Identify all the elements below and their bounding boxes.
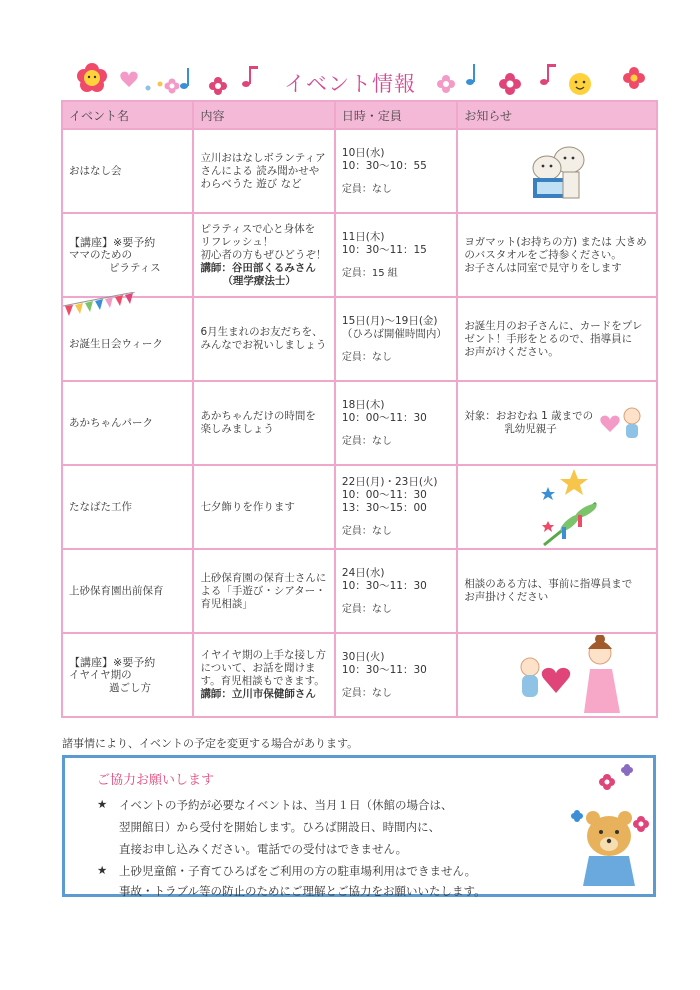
event-name-cell [62,633,193,717]
smiley-face-icon [569,73,591,95]
notice-line: お声掛けください [464,591,549,603]
date-cell [335,465,457,549]
capacity: 定員：15 組 [341,267,398,279]
storybook-dogs-illustration [519,136,599,206]
content-cell [193,381,334,465]
instructor: 講師：谷田部くるみさん [200,261,316,274]
event-name: たなばた工作 [69,500,132,513]
request-line: 翌開館日）から受付を開始します。ひろば開設日、時間内に、 [119,820,441,834]
event-name-cell [62,549,193,633]
music-note-icon [242,66,258,87]
event-name-cell [62,465,193,549]
flower-icon [165,79,180,94]
mother-baby-heart-illustration [504,635,634,715]
time-line: 10：00〜11：30 [341,489,427,501]
event-name-cell [62,297,193,381]
notice-cell [457,465,657,549]
content-cell [193,633,334,717]
content-line: 楽しみましょう [200,423,274,435]
table-row [62,297,657,381]
star-bullet-icon: ★ [97,863,108,877]
instructor: 講師：立川市保健師さん [200,688,316,700]
content-line: ピラティスで心と身体を [200,222,316,235]
notice-line: のバスタオルをご持参ください。 [464,248,622,261]
event-name-cell [62,129,193,213]
table-row [62,381,657,465]
music-note-icon [180,68,189,89]
capacity: 定員：なし [341,603,392,615]
notice-line: お子さんは同室で見守りをします [464,261,622,274]
time-line: 10：30〜11：30 [341,663,427,676]
date-line: 22日(月)・23日(火) [341,476,438,488]
notice-line: ヨガマット(お持ちの方) または 大きめ [464,235,647,248]
time-line: 10：30〜11：15 [341,243,427,256]
bunting-flags-icon [63,292,143,322]
event-name: ママのための [69,248,132,261]
content-line: 上砂保育園の保育士さんに [200,571,327,584]
column-header: 日時・定員 [335,101,457,129]
content-line: みんなでお祝いしましょう [200,339,327,351]
date-cell [335,549,457,633]
capacity: 定員：なし [341,435,392,447]
date-line: 30日(火) [341,650,385,663]
page-title: イベント情報 [284,72,416,96]
content-line: す。育児相談もできます。 [200,675,325,687]
content-line: よる「手遊び・シアター・ [200,584,326,597]
event-name-cell [62,213,193,297]
content-line: イヤイヤ期の上手な接し方 [200,649,327,661]
date-cell [335,129,457,213]
event-prefix: 【講座】※要予約 [69,655,156,669]
notice-cell [457,213,657,297]
notice-line: ゼント！手形をとるので、指導員に [464,332,633,345]
table-row [62,129,657,213]
content-line: 初心者の方もぜひどうぞ！ [200,248,327,261]
bear-flowers-illustration [545,764,655,894]
star-bullet-icon: ★ [97,797,108,811]
table-row [62,213,657,297]
flower-icon [499,73,521,95]
event-name-cell [62,381,193,465]
events-table [61,100,658,718]
request-box [62,755,656,897]
notice-cell [457,129,657,213]
flower-icon [437,75,455,93]
request-line: イベントの予約が必要なイベントは、当月１日（休館の場合は、 [119,798,453,812]
event-name: お誕生日会ウィーク [69,337,163,350]
date-line: 24日(水) [341,566,385,579]
music-note-icon [466,64,475,85]
event-name: イヤイヤ期の [69,668,132,681]
notice-line: お声がけください。 [464,345,559,358]
date-note: （ひろば開催時間内） [341,327,447,340]
column-header: 内容 [193,101,334,129]
notice-cell [457,381,657,465]
content-cell [193,129,334,213]
schedule-change-note: 諸事情により、イベントの予定を変更する場合があります。 [62,737,359,750]
content-line: 育児相談」 [200,597,253,610]
date-cell [335,381,457,465]
content-line: あかちゃんだけの時間を [200,410,316,422]
content-line: について、お話を聞けま [200,662,316,674]
content-line: さんによる 読み聞かせや [200,164,320,177]
time-line: 10：00〜11：30 [341,411,427,424]
heart-icon [120,72,137,87]
request-box-title: ご協力お願いします [97,773,215,788]
content-line: 立川おはなしボランティア [200,151,326,164]
event-name: 過ごし方 [109,681,151,694]
content-line: リフレッシュ！ [200,235,274,248]
table-header-row [62,101,657,129]
capacity: 定員：なし [341,183,392,195]
content-cell [193,465,334,549]
baby-heart-illustration [598,404,648,448]
capacity: 定員：なし [341,687,392,699]
tanabata-bamboo-illustration [526,467,616,547]
column-header: お知らせ [457,101,657,129]
notice-line: 相談のある方は、事前に指導員まで [464,578,633,590]
notice-cell [457,297,657,381]
capacity: 定員：なし [341,351,392,363]
date-line: 15日(月)〜19日(金) [341,314,438,327]
dot-icon [146,86,151,91]
table-row [62,633,657,717]
content-line: 七夕飾りを作ります [200,500,295,513]
event-prefix: 【講座】※要予約 [69,235,156,249]
event-name: おはなし会 [69,164,122,177]
notice-cell [457,549,657,633]
date-line: 18日(木) [341,398,385,411]
date-line: 10日(水) [341,146,385,159]
content-cell [193,549,334,633]
event-name: 上砂保育園出前保育 [69,584,164,597]
date-cell [335,213,457,297]
content-cell [193,297,334,381]
request-line: 上砂児童館・子育てひろばをご利用の方の駐車場利用はできません。 [119,864,477,878]
notice-cell [457,633,657,717]
music-note-icon [540,64,556,85]
event-name: ピラティス [109,261,161,274]
instructor-title: （理学療法士） [222,274,296,287]
flower-icon [623,67,645,89]
content-line: 6月生まれのお友だちを、 [200,326,323,338]
date-cell [335,633,457,717]
notice-line: お誕生月のお子さんに、カードをプレ [464,319,643,332]
capacity: 定員：なし [341,526,392,537]
column-header: イベント名 [62,101,193,129]
request-line: 直接お申し込みください。電話での受付はできません。 [119,842,408,856]
notice-line: 乳幼児親子 [504,423,557,435]
table-row [62,549,657,633]
content-cell [193,213,334,297]
flower-icon [209,77,227,95]
date-line: 11日(木) [341,230,385,243]
notice-line: 対象：おおむね 1 歳までの [464,410,594,422]
time-line: 13：30〜15：00 [341,502,427,514]
table-row [62,465,657,549]
time-line: 10：30〜10：55 [341,159,427,172]
content-line: わらべうた 遊び など [200,177,302,190]
flower-face-icon [77,63,107,92]
request-line: 事故・トラブル等の防止のためにご理解とご協力をお願いいたします。 [119,884,486,898]
time-line: 10：30〜11：30 [341,579,427,592]
date-cell [335,297,457,381]
event-name: あかちゃんパーク [69,416,153,429]
